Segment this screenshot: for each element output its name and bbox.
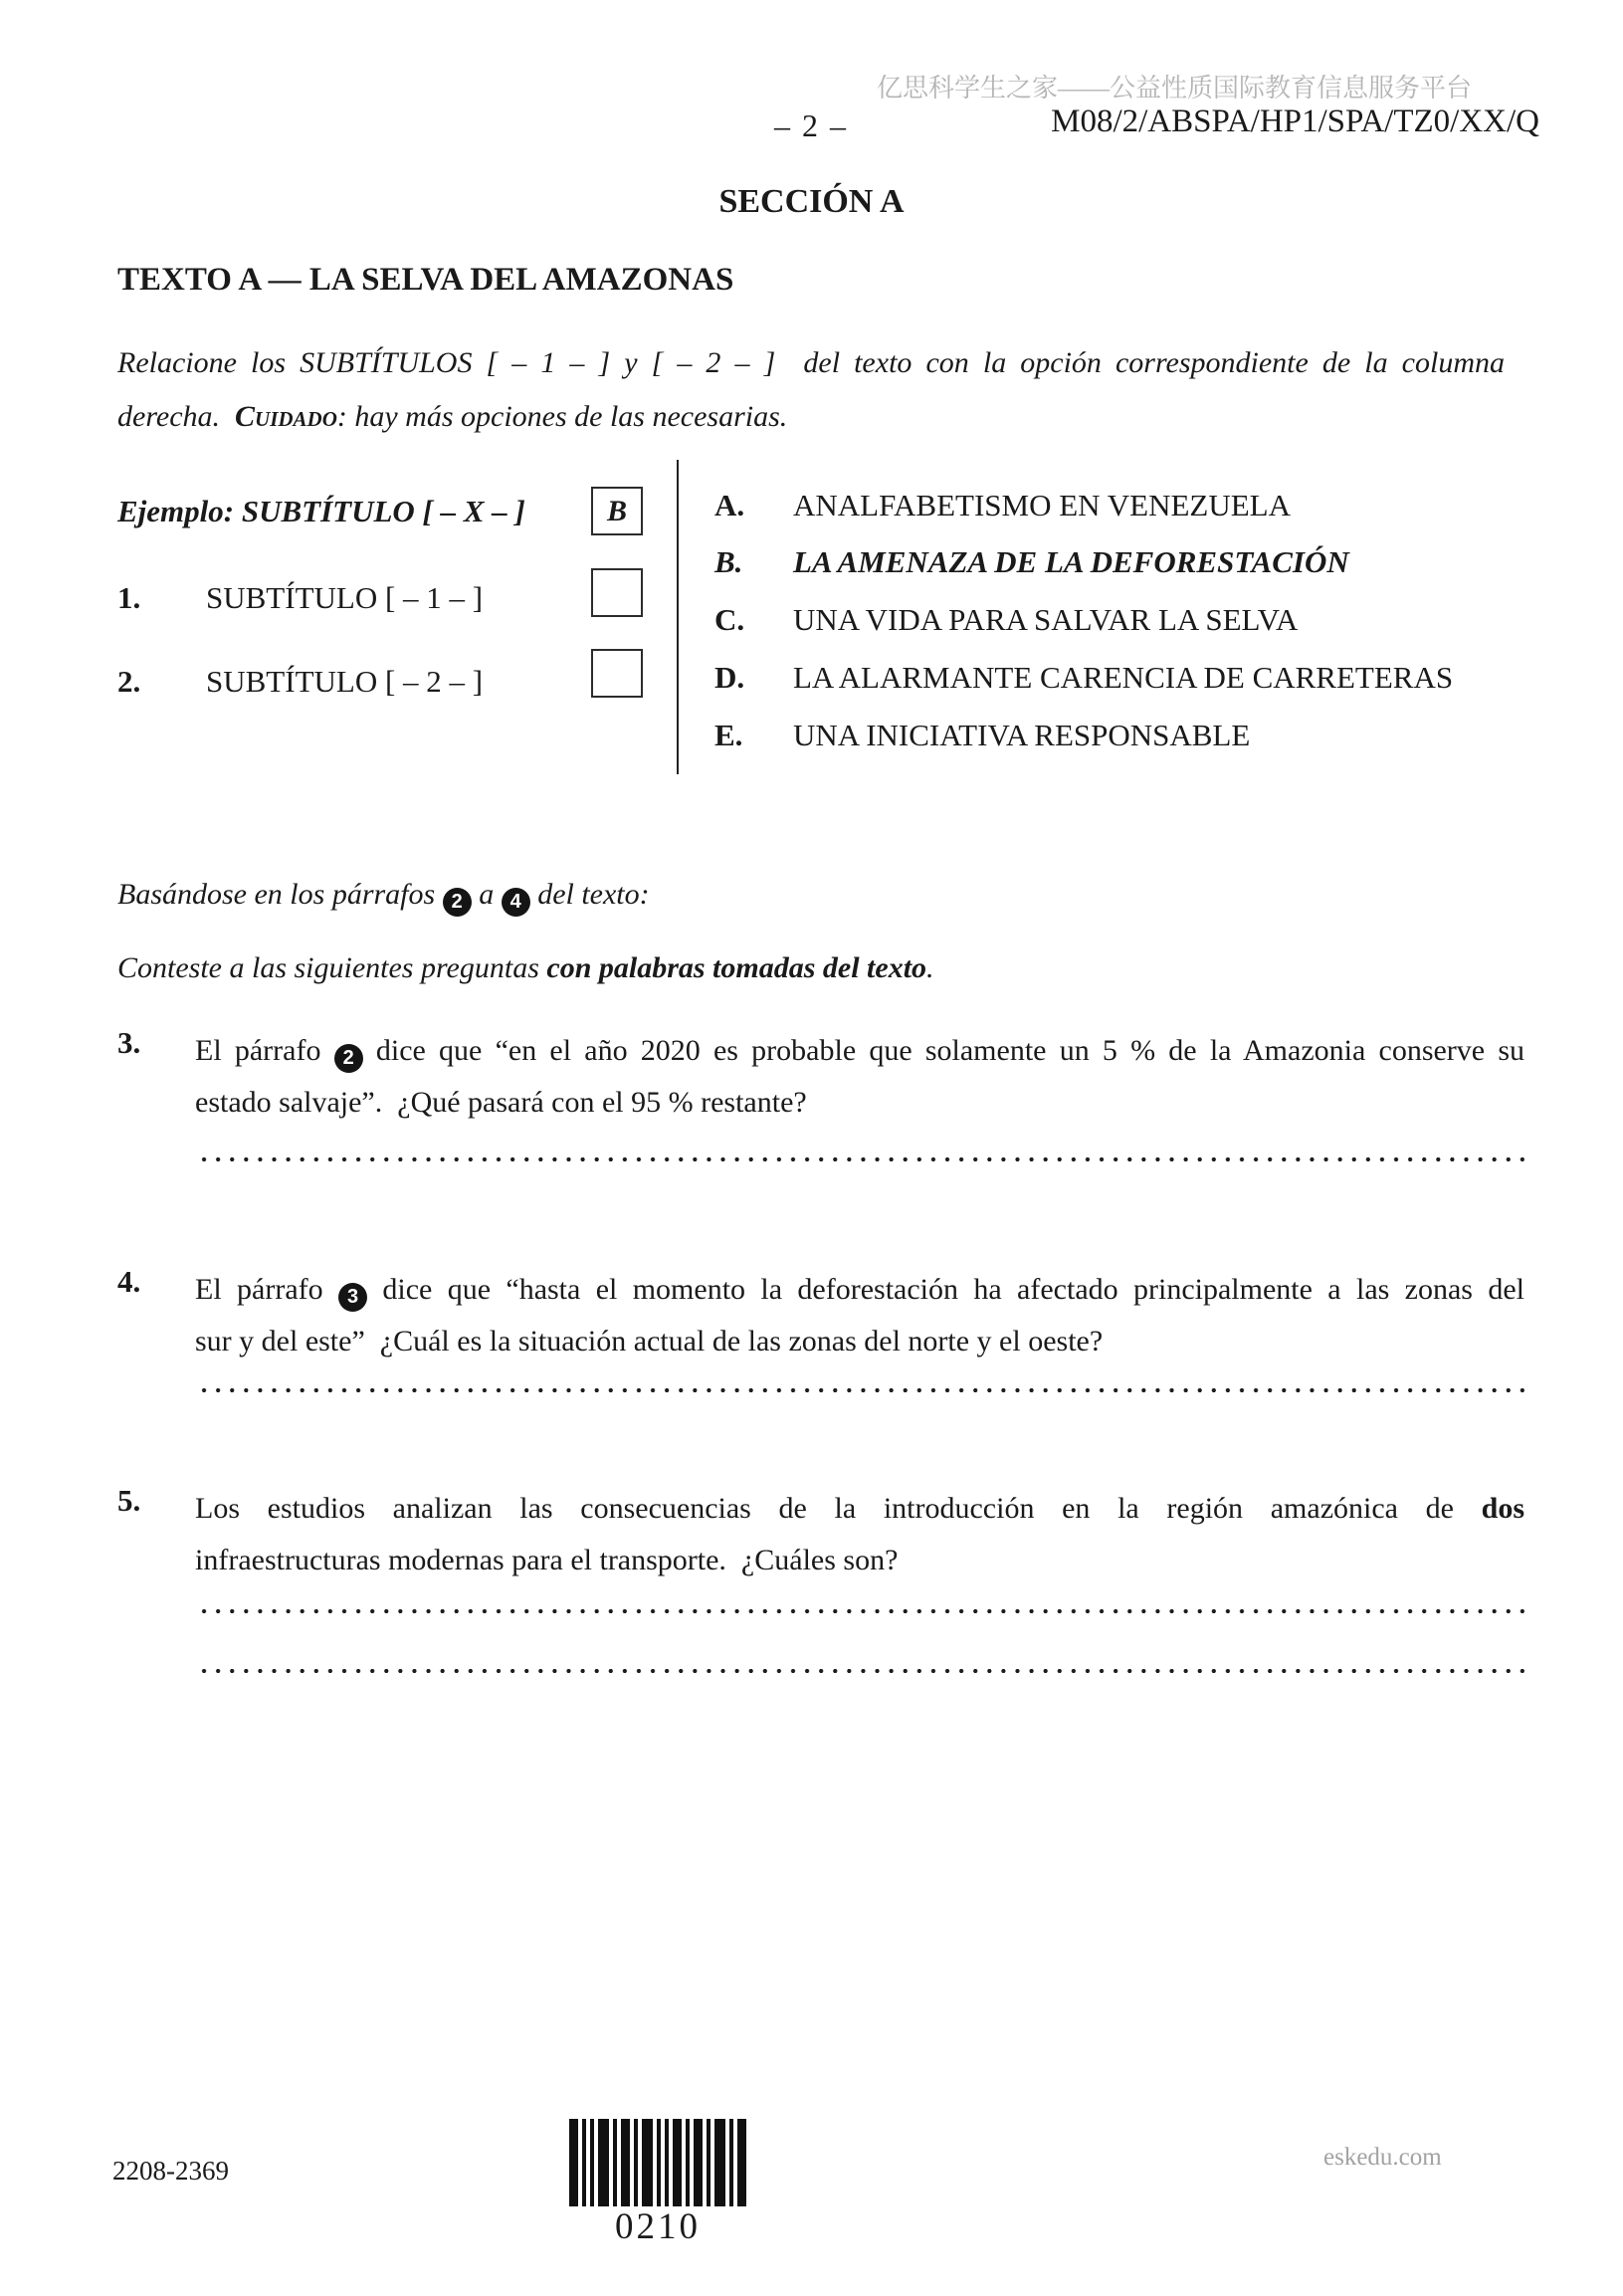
basandose-post: del texto: [529,878,650,911]
answer-box-1[interactable] [591,568,643,617]
answer-line-q5-2[interactable] [195,1666,1524,1676]
option-a-letter: A. [714,488,745,522]
paragraph-2-marker-icon [334,1044,363,1073]
example-answer-box[interactable] [591,487,643,535]
option-d-text: LA ALARMANTE CARENCIA DE CARRETERAS [793,660,1454,695]
instructions-line1: Relacione los SUBTÍTULOS [ – 1 – ] y [ – 2 – ] del texto con la opción correspondiente de la columna [117,346,1505,379]
question-3-line2: estado salvaje”. ¿Qué pasará con el 95 % restante? [195,1086,807,1119]
instructions-line2-post: : hay más opciones de las necesarias. [336,400,788,433]
site-watermark: eskedu.com [1323,2144,1442,2171]
section-title: SECCIÓN A [718,183,905,220]
column-divider [677,460,679,774]
q3-paragraph-digit: 2 [342,1047,354,1069]
conteste-post: . [926,951,934,984]
option-c-letter: C. [714,602,745,637]
paragraph-3-marker-icon [338,1283,367,1312]
barcode-svg [569,2119,746,2206]
basandose-line [117,878,650,917]
question-4-line1 [195,1264,1524,1316]
conteste-line [117,951,934,985]
item-1-number: 1. [117,580,141,615]
question-4-number: 4. [117,1264,141,1299]
question-4-text [195,1264,1524,1367]
option-e-text: UNA INICIATIVA RESPONSABLE [793,718,1251,752]
item-2-number: 2. [117,664,141,699]
question-5-line2: infraestructuras modernas para el transporte. ¿Cuáles son? [195,1544,899,1576]
basandose-mid: a [471,878,502,911]
example-label: Ejemplo: SUBTÍTULO [ – X – ] [117,494,525,528]
document-reference: 2208-2369 [112,2156,229,2186]
question-3-number: 3. [117,1025,141,1060]
q4-paragraph-digit: 3 [346,1286,359,1308]
q4-line1-post: dice que “hasta el momento la deforestación ha afectado principalmente a las zonas del [367,1273,1524,1306]
q5-line1-pre: Los estudios analizan las consecuencias de la introducción en la región amazónica de [195,1492,1482,1525]
paragraph-4-digit: 4 [509,891,521,913]
question-3-text [195,1025,1524,1129]
paragraph-4-marker-icon [502,888,530,917]
option-c-text: UNA VIDA PARA SALVAR LA SELVA [793,602,1299,637]
q5-bold-word: dos [1481,1492,1524,1525]
paragraph-2-digit: 2 [451,891,463,913]
paper-code: M08/2/ABSPA/HP1/SPA/TZ0/XX/Q [1051,104,1539,139]
barcode-digits: 0210 [615,2206,701,2247]
q3-line1-post: dice que “en el año 2020 es probable que solamente un 5 % de la Amazonia conserve su [362,1034,1524,1067]
question-5-number: 5. [117,1483,141,1518]
item-1-label: SUBTÍTULO [ – 1 – ] [206,580,484,615]
q3-line1-pre: El párrafo [195,1034,334,1067]
barcode-icon [569,2119,746,2211]
option-b-letter: B. [714,544,743,579]
conteste-pre: Conteste a las siguientes preguntas [117,951,547,984]
answer-line-q4[interactable] [195,1385,1524,1395]
q4-line1-pre: El párrafo [195,1273,338,1306]
basandose-pre: Basándose en los párrafos [117,878,443,911]
caution-label: Cuidado [235,400,337,433]
question-5-line1 [195,1483,1524,1535]
item-2-label: SUBTÍTULO [ – 2 – ] [206,664,484,699]
answer-box-2[interactable] [591,649,643,698]
texto-heading: TEXTO A — LA SELVA DEL AMAZONAS [117,262,734,298]
option-d-letter: D. [714,660,745,695]
question-4-line2: sur y del este” ¿Cuál es la situación actual de las zonas del norte y el oeste? [195,1325,1104,1357]
instructions-line2-pre: derecha. [117,400,236,433]
question-5-text [195,1483,1524,1586]
platform-watermark: 亿思科学生之家——公益性质国际教育信息服务平台 [876,74,1473,103]
option-e-letter: E. [714,718,743,752]
option-a-text: ANALFABETISMO EN VENEZUELA [793,488,1291,522]
answer-line-q5-1[interactable] [195,1606,1524,1616]
question-3-line1 [195,1025,1524,1077]
paragraph-2-marker-icon [443,888,472,917]
page-number: – 2 – [774,107,848,143]
answer-line-q3[interactable] [195,1154,1524,1164]
example-answer: B [606,494,627,527]
instructions-line2 [117,400,787,433]
instructions [117,336,1505,444]
conteste-bold: con palabras tomadas del texto [546,951,927,984]
option-b-text: LA AMENAZA DE LA DEFORESTACIÓN [793,544,1349,579]
